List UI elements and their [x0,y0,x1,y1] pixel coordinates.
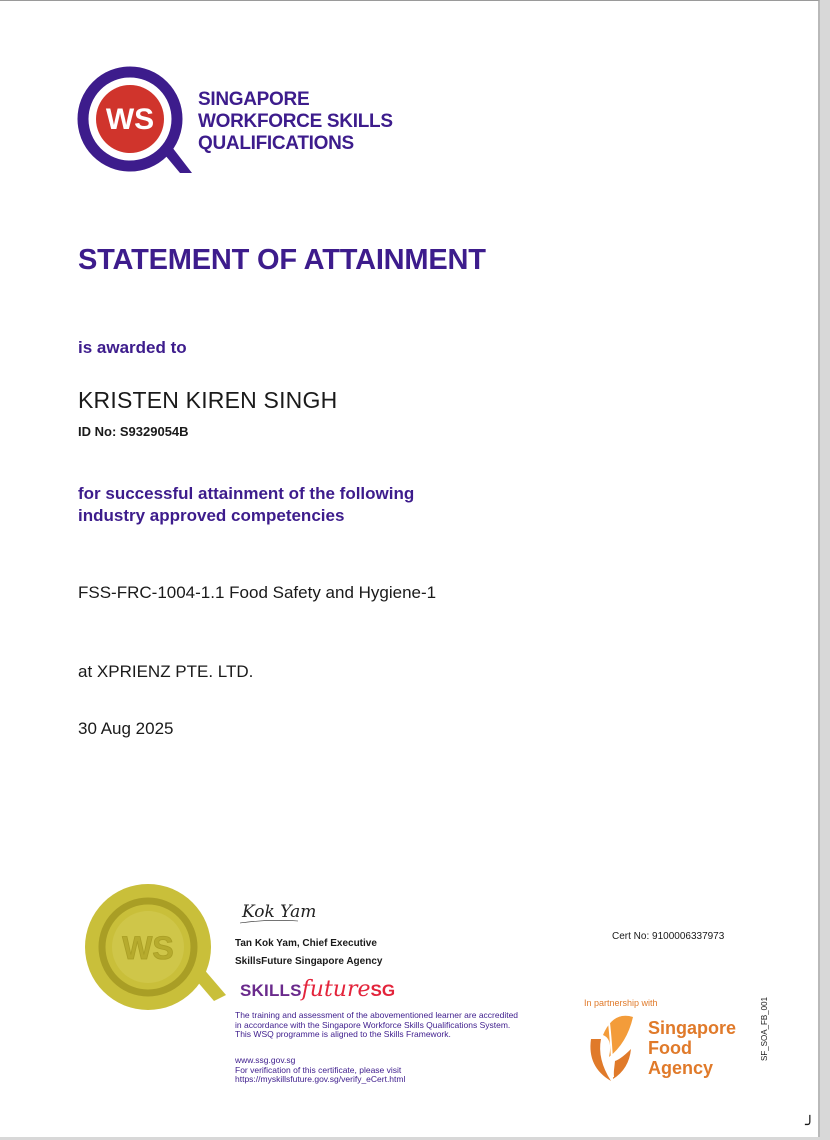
corner-curl-icon: ╯ [805,1117,815,1134]
org-name-line: QUALIFICATIONS [198,133,354,154]
verify-url-link[interactable]: https://myskillsfuture.gov.sg/verify_eCert.html [235,1074,406,1084]
org-name-line: WORKFORCE SKILLS [198,111,393,132]
ws-logo-text: WS [105,103,155,136]
sfa-logo-icon [583,1009,643,1084]
accreditation-note [235,1011,565,1040]
sfa-name-line: Agency [648,1058,714,1078]
sfa-name-line: Singapore [648,1018,737,1038]
accreditation-line: This WSQ programme is aligned to the Skills Framework. [235,1029,451,1039]
certificate-title: STATEMENT OF ATTAINMENT [78,244,486,276]
sf-logo-future: future [301,977,371,1002]
wsq-logo-icon [76,65,201,180]
partnership-label: In partnership with [584,998,658,1008]
form-code: SF_SOA_FB_001 [760,996,769,1061]
skillsfuture-logo [240,977,395,1002]
org-name [198,89,393,155]
seal-text: WS [122,930,174,966]
training-provider: at XPRIENZ PTE. LTD. [78,662,254,681]
gold-seal-icon [78,881,230,1013]
award-date: 30 Aug 2025 [78,719,174,738]
attainment-line: for successful attainment of the following [78,484,415,503]
verify-label: For verification of this certificate, please visit [235,1064,402,1075]
sf-logo-sg: SG [370,981,396,1000]
recipient-id: ID No: S9329054B [78,424,189,439]
certificate-number: Cert No: 9100006337973 [612,931,725,942]
signature-image [238,895,338,927]
accreditation-line: in accordance with the Singapore Workforce Skills Qualifications System. [235,1019,511,1030]
attainment-line: industry approved competencies [78,506,345,525]
sfa-name [648,1018,736,1078]
attainment-statement [78,483,414,527]
website-link[interactable]: www.ssg.gov.sg [235,1055,296,1065]
signer-name: Tan Kok Yam, Chief Executive [235,938,377,949]
recipient-name: KRISTEN KIREN SINGH [78,387,338,413]
signer-agency: SkillsFuture Singapore Agency [235,956,383,967]
sf-logo-skills: SKILLS [240,981,302,1000]
awarded-to-label: is awarded to [78,338,187,357]
signature-text: Kok Yam [242,902,317,922]
accreditation-line: The training and assessment of the abovementioned learner are accredited [235,1010,519,1020]
course-title: FSS-FRC-1004-1.1 Food Safety and Hygiene-1 [78,583,437,602]
sfa-name-line: Food [648,1038,692,1058]
verification-info [235,1056,535,1085]
org-name-line: SINGAPORE [198,89,310,110]
